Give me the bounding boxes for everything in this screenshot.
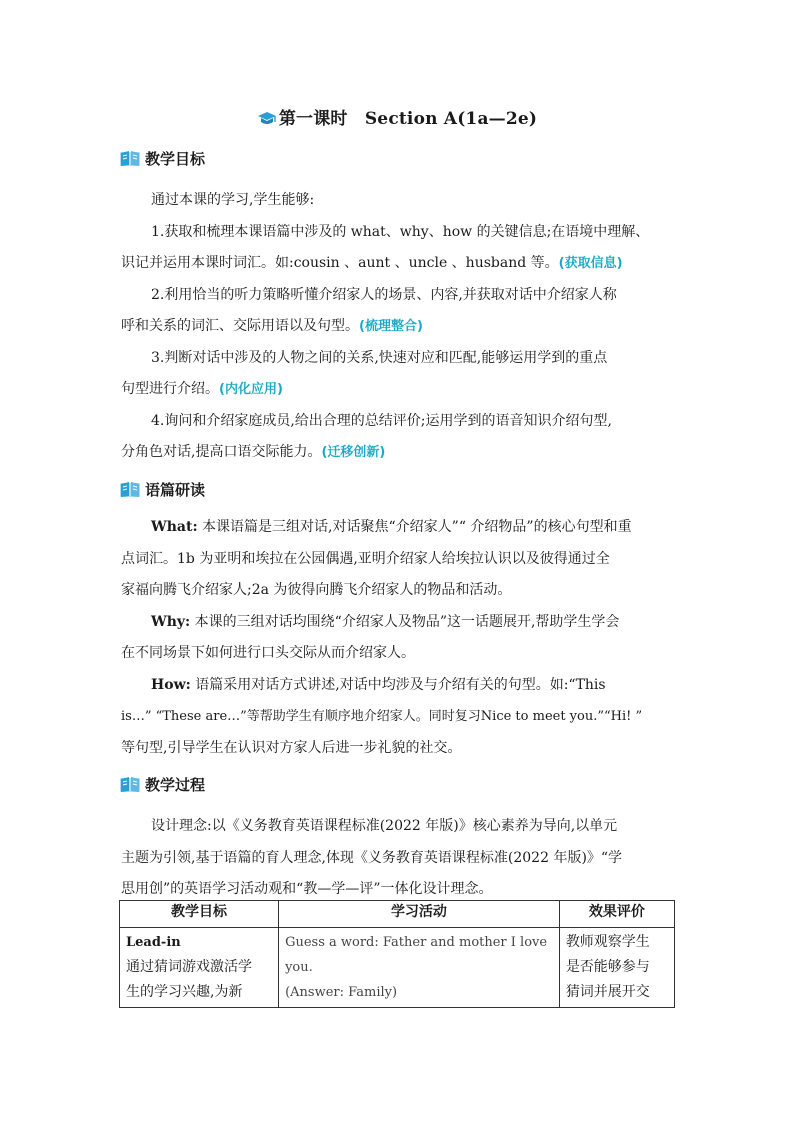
how-label: How: <box>151 676 191 693</box>
book-icon <box>119 149 141 167</box>
goal-tag: (内化应用) <box>219 382 283 397</box>
book-icon <box>119 480 141 498</box>
what-label: What: <box>151 519 198 535</box>
design-concept: 设计理念:以《义务教育英语课程标准(2022 年版)》核心素养为导向,以单元 主题为引领,基于语篇的育人理念,体现《义务教育英语课程标准(2022 年版)》“学 思用创”的英语学习活动观和“教—学—评”一体化设计理念。 <box>121 818 623 897</box>
table-row <box>120 928 675 1008</box>
goal-tag: (获取信息) <box>558 256 623 271</box>
process-heading: 教学过程 <box>119 772 205 796</box>
evaluation-cell: 教师观察学生 是否能够参与 猜词并展开交 <box>559 928 674 1008</box>
table-header: 学习活动 <box>279 901 560 928</box>
why-label: Why: <box>151 613 191 630</box>
goals-list: 通过本课的学习,学生能够: 1.获取和梳理本课语篇中涉及的 what、why、how 的关键信息;在语境中理解、 识记并运用本课时词汇。如:cousin 、aunt 、uncle 、husband 等。(获取信息) 2.利用恰当的听力策略听懂介绍家人的场景、内容,并获取对话中介绍家人称 呼和关系的词汇、交际用语以及句型。(梳理整合) 3.判断对话中涉及的人物之间的关系,快速对应和匹配,能够运用学到的重点 句型进行介绍。(内化应用) 4.询问和介绍家庭成员,给出合理的总结评价;运用学到的语音知识介绍句型, 分角色对话,提高口语交际能力。(迁移创新) <box>121 192 650 460</box>
lesson-title: 第一课时 Section A(1a—2e) <box>0 104 794 132</box>
table-header: 效果评价 <box>559 901 674 928</box>
book-icon <box>119 775 141 793</box>
reading-heading: 语篇研读 <box>119 477 205 501</box>
goals-heading: 教学目标 <box>119 146 205 170</box>
reading-analysis: What: 本课语篇是三组对话,对话聚焦“介绍家人”“ 介绍物品”的核心句型和重 点词汇。1b 为亚明和埃拉在公园偶遇,亚明介绍家人给埃拉认识以及彼得通过全 家福向腾飞介绍家人;2a 为彼得向腾飞介绍家人的物品和活动。 Why: 本课的三组对话均围绕“介绍家人及物品”这一话题展开,帮助学生学会 在不同场景下如何进行口头交际从而介绍家人。 How: 语篇采用对话方式讲述,对话中均涉及与介绍有关的句型。如:“This is…” “These are…”等帮助学生有顺序地介绍家人。同时复习Nice to meet you.”“Hi! ” 等句型,引导学生在认识对方家人后进一步礼貌的社交。 <box>121 519 643 756</box>
graduation-cap-icon <box>257 111 277 132</box>
goal-tag: (梳理整合) <box>359 319 423 334</box>
table-header-row <box>120 901 675 928</box>
activity-cell: Guess a word: Father and mother I love you. (Answer: Family) <box>279 928 560 1008</box>
goal-tag: (迁移创新) <box>321 445 386 460</box>
teaching-process-table <box>119 900 675 1008</box>
table-header: 教学目标 <box>120 901 279 928</box>
goal-cell: Lead-in 通过猜词游戏激活学 生的学习兴趣,为新 <box>120 928 279 1008</box>
